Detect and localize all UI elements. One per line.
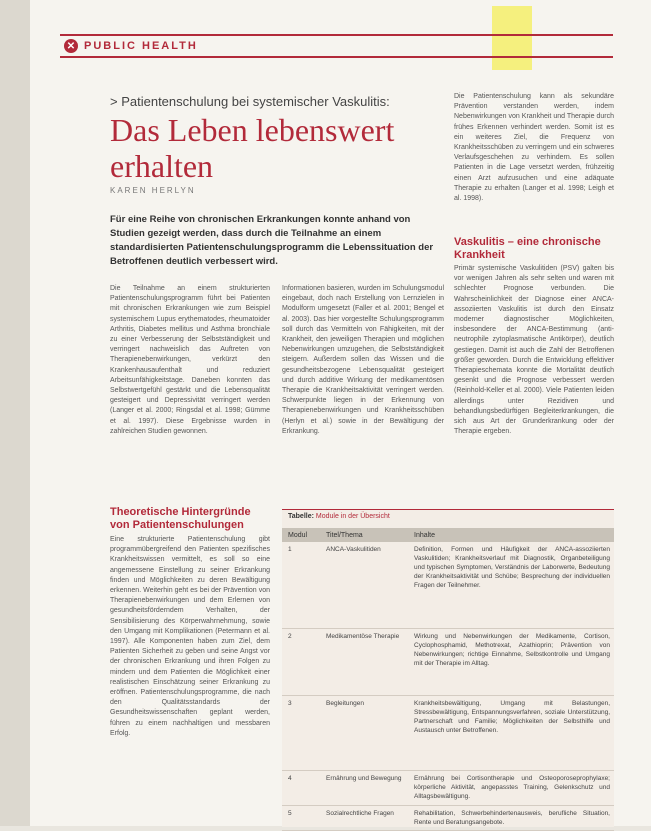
- body-column-3-intro: Die Patientenschulung kann als sekundäre Prävention verstanden werden, indem Nebenwirkungen von Krankheit und Therapie durch frühes Erkennen verhindert werden. Somit ist es ein weiteres Ziel, die Frequenz von Krankheitsschüben zu verringern und ein schweres Verlaufsgeschehen zu verhindern. Es sollen Patienten in die Lage versetzt werden, frühzeitig einen Arzt aufzusuchen und eine adäquate Therapie zu erhalten (Langer et al. 1998; Leigh et al. 1998).: [454, 93, 614, 203]
- cross-circle-icon: ✕: [64, 39, 78, 53]
- body-column-1: Die Teilnahme an einem strukturierten Patientenschulungsprogramm führt bei Patienten mit chronischen Erkrankungen wie zum Beispiel systemischem Lupus erythematodes, rheumatoider Arthritis, Diabetes mellitus und Asthma bronchiale zu einer Verbesserung der Selbstständigkeit und verringert nachweislich das Auftreten von Therapienebenwirkungen, verkürzt den Krankenhausaufenthalt und reduziert Arbeitsunfähigkeitstage. Daneben konnten das Selbstwertgefühl gestärkt und die Lebensqualität gesteigert und Depressivität verringert werden (Langer et al. 2000; Ringsdal et al. 1998; Gümme et al. 1997). Diese Ergebnisse wurden in zahlreichen Studien gewonnen.: [110, 285, 270, 435]
- row-num: 5: [288, 810, 292, 817]
- article-title: Das Leben lebenswert erhalten: [110, 112, 395, 184]
- section-header: [64, 38, 198, 54]
- table-caption: [282, 510, 614, 528]
- body-column-2: Informationen basieren, wurden im Schulungsmodul eingebaut, doch nach Erstellung von Lernzielen in Modulform umgesetzt (Faller et al. 2001; Bengel et al. 2003). Das hier vorgestellte Schulungsprogramm soll durch das Vermitteln von Fähigkeiten, mit der Krankheit, den jeweiligen Therapien und möglichen Nebenwirkungen umzugehen, die Selbstständigkeit steigern. Außerdem sollen das Wissen und die gesundheitsbezogene Lebensqualität gesteigert und durch additive Wirkung der medikamentösen Therapie die Krankheitsaktivität verringert werden. Schwerpunkte liegen in der Erkennung von Therapienebenwirkungen und Krankheitsschüben (Herlyn et al.) sowie in der Bewältigung der Erkrankung.: [282, 285, 444, 435]
- modules-table: [282, 509, 614, 827]
- body-column-3-continued: Primär systemische Vaskulitiden (PSV) galten bis vor wenigen Jahren als sehr selten und waren mit schlechter Prognose verbunden. Die Wahrscheinlichkeit der Diagnose einer ANCA-assoziierten Vaskulitis ist durch den Einsatz moderner diagnostischer Möglichkeiten, insbesondere der ANCA-Bestimmung (anti-neutrophile zytoplasmatische Antikörper), deutlich gestiegen. Damit ist auch die Zahl der Betroffenen größer geworden. Durch die Entwicklung effektiver Therapieschemata konnte die Mortalität deutlich gesenkt und die Prognose verbessert werden (Reinhold-Keller et al. 2000). Viele Patienten leiden allerdings unter Rezidiven und behandlungsbedürftigen Begleiterkrankungen, die sich aus Art der Grunderkrankung oder der Therapie ergeben.: [454, 265, 614, 436]
- section-label: PUBLIC HEALTH: [84, 40, 198, 52]
- body-column-1-continued: Eine strukturierte Patientenschulung gibt programmübergreifend den Patienten spezifisches Krankheitswissen vermittelt, es soll so eine angemessene Einstellung zu seiner Erkrankung finden und Möglichkeiten zu deren Bewältigung erkennen. Weiterhin geht es bei der Prävention von Therapienebenwirkungen und dem Erlernen von gesundheitsförderndem Verhalten, der Sensibilisierung des Körperwahrnehmung, sowie den Umgang mit Komplikationen (Petermann et al. 1997). Alle Komponenten haben zum Ziel, dem Patienten Sicherheit zu geben und seine Angst vor der chronischen Erkrankung und ihren Folgen zu mindern und dem Patienten die Möglichkeit einer realistischen Einschätzung seiner Erkrankung zu eröffnen. Patientenschulungsprogramme, die nach den Qualitätsstandards der Gesundheitswissenschaften geplant werden, führen zu einem nachhaltigen und messbaren Erfolg.: [110, 536, 270, 737]
- row-content: Definition, Formen und Häufigkeit der ANCA-assoziierten Vaskulitiden; Krankheitsverlauf mit Diagnostik, Organbeteiligung und typischen Symptomen, Verständnis der Laborwerte, Bedeutung der Krankheitsaktivität und Schübe; Besprechung der individuellen Fragen der Teilnehmer.: [414, 546, 610, 589]
- row-title: Begleitungen: [326, 700, 364, 707]
- header-inhalte: Inhalte: [414, 531, 436, 539]
- row-num: 4: [288, 775, 292, 782]
- table-row: [282, 629, 614, 696]
- subheading-vasculitis: Vaskulitis – eine chronische Krankheit: [454, 236, 601, 261]
- article-lead: Für eine Reihe von chronischen Erkrankungen konnte anhand von Studien gezeigt werden, dass durch die Teilnahme an einem standardisierten Patientenschulungsprogramm die Lebenssituation der Betroffenen deutlich verbessert wird.: [110, 214, 434, 267]
- row-title: Sozialrechtliche Fragen: [326, 810, 394, 817]
- row-content: Krankheitsbewältigung, Umgang mit Belastungen, Stressbewältigung, Entspannungsverfahren, soziale Unterstützung, Partnerschaft und Familie; Möglichkeiten der Selbsthilfe und Austausch unter Betroffenen.: [414, 700, 610, 734]
- header-rule-bottom: [60, 56, 613, 58]
- table-header-row: [282, 528, 614, 542]
- article-author: KAREN HERLYN: [110, 186, 196, 195]
- row-content: Rehabilitation, Schwerbehindertenausweis, berufliche Situation, Rente und Beratungsangebote.: [414, 810, 610, 826]
- row-num: 3: [288, 700, 292, 707]
- row-num: 1: [288, 546, 292, 553]
- subheading-theory: Theoretische Hintergründe von Patientenschulungen: [110, 506, 251, 531]
- row-title: ANCA-Vaskulitiden: [326, 546, 381, 553]
- sticky-note: [492, 6, 532, 70]
- header-titel: Titel/Thema: [326, 531, 363, 539]
- article-kicker: > Patientenschulung bei systemischer Vaskulitis:: [110, 94, 390, 109]
- table-row: [282, 771, 614, 806]
- table-row: [282, 542, 614, 629]
- header-modul: Modul: [288, 531, 308, 539]
- row-content: Wirkung und Nebenwirkungen der Medikamente, Cortison, Cyclophosphamid, Methotrexat, Azathioprin; Prävention von Nebenwirkungen; richtige Einnahme, Selbstkontrolle und Umgang mit der Therapie im Alltag.: [414, 633, 610, 667]
- row-title: Ernährung und Bewegung: [326, 775, 402, 782]
- header-rule-top: [60, 34, 613, 36]
- table-row: [282, 696, 614, 771]
- row-num: 2: [288, 633, 292, 640]
- page-edge: [0, 0, 30, 826]
- row-content: Ernährung bei Cortisontherapie und Osteoporoseprophylaxe; körperliche Aktivität, angepasstes Training, Gelenkschutz und Alltagsbewältigung.: [414, 775, 610, 800]
- table-caption-key: Tabelle:: [288, 513, 314, 520]
- row-title: Medikamentöse Therapie: [326, 633, 400, 640]
- table-row: [282, 806, 614, 831]
- table-caption-title: Module in der Übersicht: [315, 513, 390, 520]
